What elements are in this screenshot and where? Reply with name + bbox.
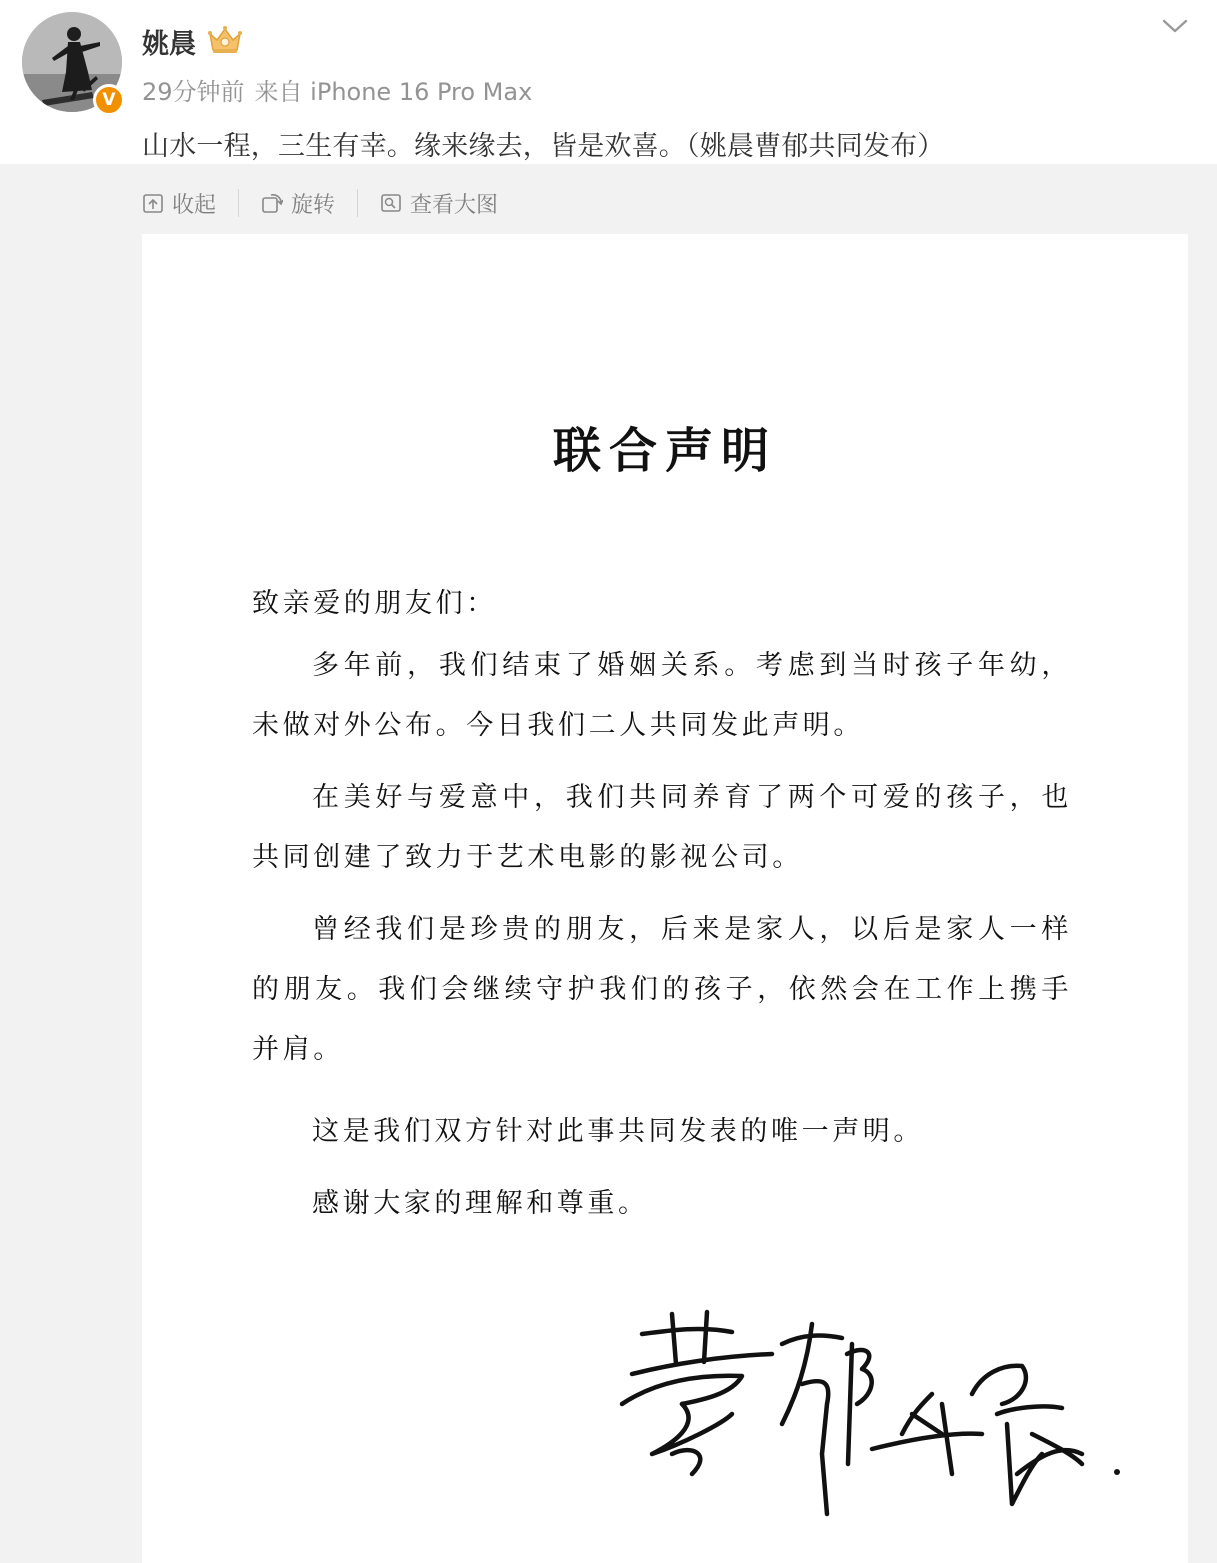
collapse-button[interactable] — [142, 184, 216, 222]
handwritten-signature — [612, 1304, 1132, 1524]
view-large-label: 查看大图 — [410, 192, 499, 218]
toolbar-divider — [357, 189, 358, 217]
collapse-label: 收起 — [172, 192, 217, 218]
rotate-button[interactable] — [261, 184, 335, 222]
verified-badge: V — [93, 84, 125, 116]
statement-paragraph: 多年前，我们结束了婚姻关系。考虑到当时孩子年幼，未做对外公布。今日我们二人共同发此声明。 — [252, 650, 1072, 741]
statement-paragraph: 感谢大家的理解和尊重。 — [312, 1188, 649, 1219]
collapse-icon — [142, 192, 164, 214]
post-meta — [142, 72, 532, 107]
statement-image[interactable] — [142, 234, 1188, 1563]
view-large-image-icon — [380, 192, 402, 214]
rotate-label: 旋转 — [291, 192, 336, 218]
media-toolbar — [142, 184, 498, 222]
statement-paragraph: 在美好与爱意中，我们共同养育了两个可爱的孩子，也共同创建了致力于艺术电影的影视公司。 — [252, 782, 1072, 873]
post-header — [0, 0, 1217, 164]
statement-body — [252, 584, 1072, 1224]
chevron-down-icon[interactable] — [1160, 14, 1190, 38]
crown-icon[interactable] — [207, 24, 243, 56]
user-name[interactable]: 姚晨 — [142, 29, 196, 60]
view-large-button[interactable] — [380, 184, 498, 222]
statement-title: 联合声明 — [552, 423, 777, 479]
statement-greeting: 致亲爱的朋友们： — [252, 588, 497, 619]
post-text: 山水一程，三生有幸。缘来缘去，皆是欢喜。（姚晨曹郁共同发布） — [142, 131, 945, 162]
rotate-icon — [261, 192, 283, 214]
post-time[interactable]: 29分钟前 — [142, 78, 245, 106]
toolbar-divider — [238, 189, 239, 217]
statement-paragraph: 这是我们双方针对此事共同发表的唯一声明。 — [312, 1116, 924, 1147]
post-source: 来自 iPhone 16 Pro Max — [254, 78, 533, 106]
statement-paragraph: 曾经我们是珍贵的朋友，后来是家人，以后是家人一样的朋友。我们会继续守护我们的孩子，依然会在工作上携手并肩。 — [252, 914, 1072, 1065]
